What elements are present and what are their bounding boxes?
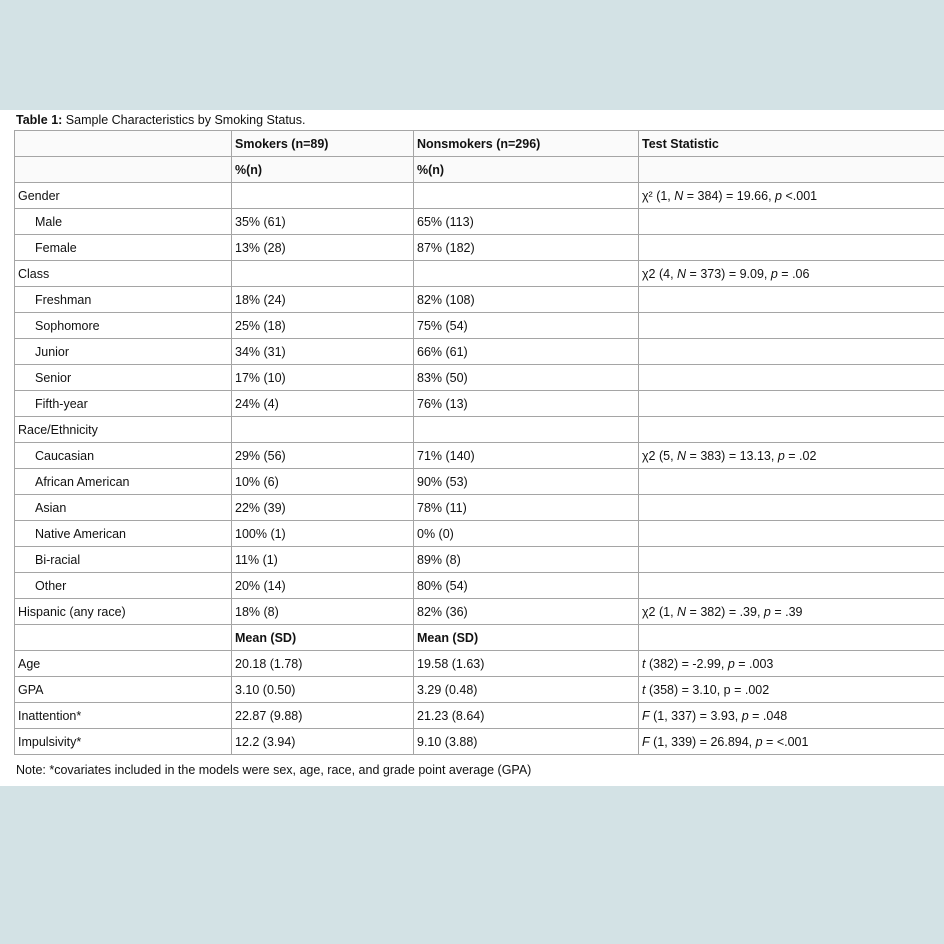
nonsmokers-value: 83% (50)	[414, 365, 639, 391]
row-label: Impulsivity*	[15, 729, 232, 755]
header-cell-nonsmokers: Nonsmokers (n=296)	[414, 131, 639, 157]
nonsmokers-value: 87% (182)	[414, 235, 639, 261]
subheader-cell-nonsmokers: %(n)	[414, 157, 639, 183]
row-label: Fifth-year	[15, 391, 232, 417]
table-note: Note: *covariates included in the models were sex, age, race, and grade point average (GPA)	[16, 763, 532, 777]
nonsmokers-value: 90% (53)	[414, 469, 639, 495]
table-row	[15, 599, 944, 625]
caption-label: Table 1:	[16, 113, 63, 127]
header-cell-smokers: Smokers (n=89)	[232, 131, 414, 157]
stat-p-symbol: p	[763, 604, 771, 619]
row-label: Sophomore	[15, 313, 232, 339]
nonsmokers-value	[414, 261, 639, 287]
row-label: Native American	[15, 521, 232, 547]
table-body	[15, 131, 944, 755]
smokers-value	[232, 261, 414, 287]
row-label: Female	[15, 235, 232, 261]
smokers-value: 17% (10)	[232, 365, 414, 391]
test-statistic	[639, 339, 944, 365]
characteristics-table	[14, 130, 944, 755]
stat-suffix: = .02	[784, 448, 817, 463]
stat-suffix: = .39	[770, 604, 803, 619]
stat-n-symbol: N	[677, 448, 687, 463]
smokers-value: 29% (56)	[232, 443, 414, 469]
smokers-value: 34% (31)	[232, 339, 414, 365]
nonsmokers-value: 82% (36)	[414, 599, 639, 625]
nonsmokers-value	[414, 417, 639, 443]
smokers-value: 3.10 (0.50)	[232, 677, 414, 703]
smokers-value: 24% (4)	[232, 391, 414, 417]
nonsmokers-value: 3.29 (0.48)	[414, 677, 639, 703]
stat-n-symbol: N	[677, 604, 687, 619]
nonsmokers-value: 66% (61)	[414, 339, 639, 365]
smokers-value: 13% (28)	[232, 235, 414, 261]
smokers-value: 18% (8)	[232, 599, 414, 625]
table-row	[15, 209, 944, 235]
row-label: Senior	[15, 365, 232, 391]
stat-middle: (358) = 3.10, p = .002	[645, 682, 770, 697]
table-row	[15, 547, 944, 573]
subheader-cell-nonsmokers: Mean (SD)	[414, 625, 639, 651]
smokers-value	[232, 183, 414, 209]
test-statistic	[639, 183, 944, 209]
row-label: Gender	[15, 183, 232, 209]
subheader-cell-smokers: %(n)	[232, 157, 414, 183]
subheader-row-mean	[15, 625, 944, 651]
stat-suffix: = .003	[734, 656, 774, 671]
stat-suffix: <.001	[782, 188, 818, 203]
row-label: Junior	[15, 339, 232, 365]
subheader-cell-smokers: Mean (SD)	[232, 625, 414, 651]
smokers-value: 11% (1)	[232, 547, 414, 573]
table-row	[15, 703, 944, 729]
test-statistic	[639, 677, 944, 703]
stat-suffix: = .048	[748, 708, 788, 723]
stat-test-symbol: F	[642, 734, 650, 749]
row-label: Other	[15, 573, 232, 599]
row-label: GPA	[15, 677, 232, 703]
subheader-cell-stat	[639, 157, 944, 183]
subheader-cell-blank	[15, 625, 232, 651]
test-statistic	[639, 599, 944, 625]
row-label: Bi-racial	[15, 547, 232, 573]
test-statistic	[639, 521, 944, 547]
table-row	[15, 521, 944, 547]
stat-p-symbol: p	[775, 188, 782, 203]
smokers-value: 22.87 (9.88)	[232, 703, 414, 729]
nonsmokers-value: 89% (8)	[414, 547, 639, 573]
table-row	[15, 573, 944, 599]
row-label: Class	[15, 261, 232, 287]
nonsmokers-value: 75% (54)	[414, 313, 639, 339]
nonsmokers-value: 76% (13)	[414, 391, 639, 417]
smokers-value: 25% (18)	[232, 313, 414, 339]
subheader-cell-blank	[15, 157, 232, 183]
test-statistic	[639, 443, 944, 469]
stat-p-symbol: p	[770, 266, 778, 281]
stat-test-symbol: t	[642, 656, 646, 671]
subheader-row-percent	[15, 157, 944, 183]
nonsmokers-value: 21.23 (8.64)	[414, 703, 639, 729]
header-cell-blank	[15, 131, 232, 157]
row-label: African American	[15, 469, 232, 495]
smokers-value: 20.18 (1.78)	[232, 651, 414, 677]
smokers-value	[232, 417, 414, 443]
stat-suffix: = .06	[777, 266, 810, 281]
row-label: Age	[15, 651, 232, 677]
nonsmokers-value: 9.10 (3.88)	[414, 729, 639, 755]
table-row	[15, 313, 944, 339]
stat-n-symbol: N	[674, 188, 684, 203]
test-statistic	[639, 547, 944, 573]
test-statistic	[639, 287, 944, 313]
stat-test-symbol: t	[642, 682, 646, 697]
smokers-value: 35% (61)	[232, 209, 414, 235]
table-row	[15, 391, 944, 417]
stat-prefix: χ2 (4,	[642, 266, 678, 281]
test-statistic	[639, 469, 944, 495]
row-label: Freshman	[15, 287, 232, 313]
stat-n-symbol: N	[677, 266, 687, 281]
test-statistic	[639, 417, 944, 443]
stat-p-symbol: p	[755, 734, 763, 749]
table-row	[15, 495, 944, 521]
stat-prefix: χ2 (5,	[642, 448, 678, 463]
header-row	[15, 131, 944, 157]
table-row	[15, 677, 944, 703]
table-caption	[16, 113, 305, 127]
smokers-value: 10% (6)	[232, 469, 414, 495]
stat-prefix: χ2 (1,	[642, 604, 678, 619]
test-statistic	[639, 313, 944, 339]
test-statistic	[639, 365, 944, 391]
nonsmokers-value: 19.58 (1.63)	[414, 651, 639, 677]
table-row	[15, 651, 944, 677]
stat-p-symbol: p	[727, 656, 735, 671]
test-statistic	[639, 651, 944, 677]
smokers-value: 22% (39)	[232, 495, 414, 521]
table-row	[15, 261, 944, 287]
stat-middle: = 373) = 9.09,	[686, 266, 771, 281]
row-label: Race/Ethnicity	[15, 417, 232, 443]
test-statistic	[639, 209, 944, 235]
stat-middle: (1, 337) = 3.93,	[649, 708, 742, 723]
stat-prefix: χ² (1,	[642, 188, 675, 203]
test-statistic	[639, 391, 944, 417]
table-row	[15, 469, 944, 495]
table-row	[15, 417, 944, 443]
nonsmokers-value: 82% (108)	[414, 287, 639, 313]
row-label: Male	[15, 209, 232, 235]
test-statistic	[639, 261, 944, 287]
table-row	[15, 339, 944, 365]
table-row	[15, 287, 944, 313]
stat-middle: = 384) = 19.66,	[683, 188, 776, 203]
nonsmokers-value: 71% (140)	[414, 443, 639, 469]
test-statistic	[639, 703, 944, 729]
nonsmokers-value: 0% (0)	[414, 521, 639, 547]
table-row	[15, 183, 944, 209]
stat-test-symbol: F	[642, 708, 650, 723]
smokers-value: 100% (1)	[232, 521, 414, 547]
nonsmokers-value: 65% (113)	[414, 209, 639, 235]
table-row	[15, 443, 944, 469]
stat-middle: (1, 339) = 26.894,	[649, 734, 756, 749]
table-panel	[0, 110, 944, 786]
stat-middle: = 383) = 13.13,	[686, 448, 778, 463]
subheader-cell-stat	[639, 625, 944, 651]
smokers-value: 12.2 (3.94)	[232, 729, 414, 755]
nonsmokers-value: 78% (11)	[414, 495, 639, 521]
caption-text: Sample Characteristics by Smoking Status.	[62, 113, 306, 127]
nonsmokers-value	[414, 183, 639, 209]
stat-middle: = 382) = .39,	[686, 604, 764, 619]
smokers-value: 18% (24)	[232, 287, 414, 313]
header-cell-test-statistic: Test Statistic	[639, 131, 944, 157]
test-statistic	[639, 235, 944, 261]
row-label: Hispanic (any race)	[15, 599, 232, 625]
test-statistic	[639, 729, 944, 755]
row-label: Caucasian	[15, 443, 232, 469]
row-label: Inattention*	[15, 703, 232, 729]
table-row	[15, 365, 944, 391]
stat-suffix: = <.001	[762, 734, 809, 749]
row-label: Asian	[15, 495, 232, 521]
table-row	[15, 235, 944, 261]
table-row	[15, 729, 944, 755]
stat-middle: (382) = -2.99,	[645, 656, 728, 671]
test-statistic	[639, 573, 944, 599]
test-statistic	[639, 495, 944, 521]
stat-p-symbol: p	[777, 448, 785, 463]
smokers-value: 20% (14)	[232, 573, 414, 599]
stat-p-symbol: p	[741, 708, 749, 723]
nonsmokers-value: 80% (54)	[414, 573, 639, 599]
